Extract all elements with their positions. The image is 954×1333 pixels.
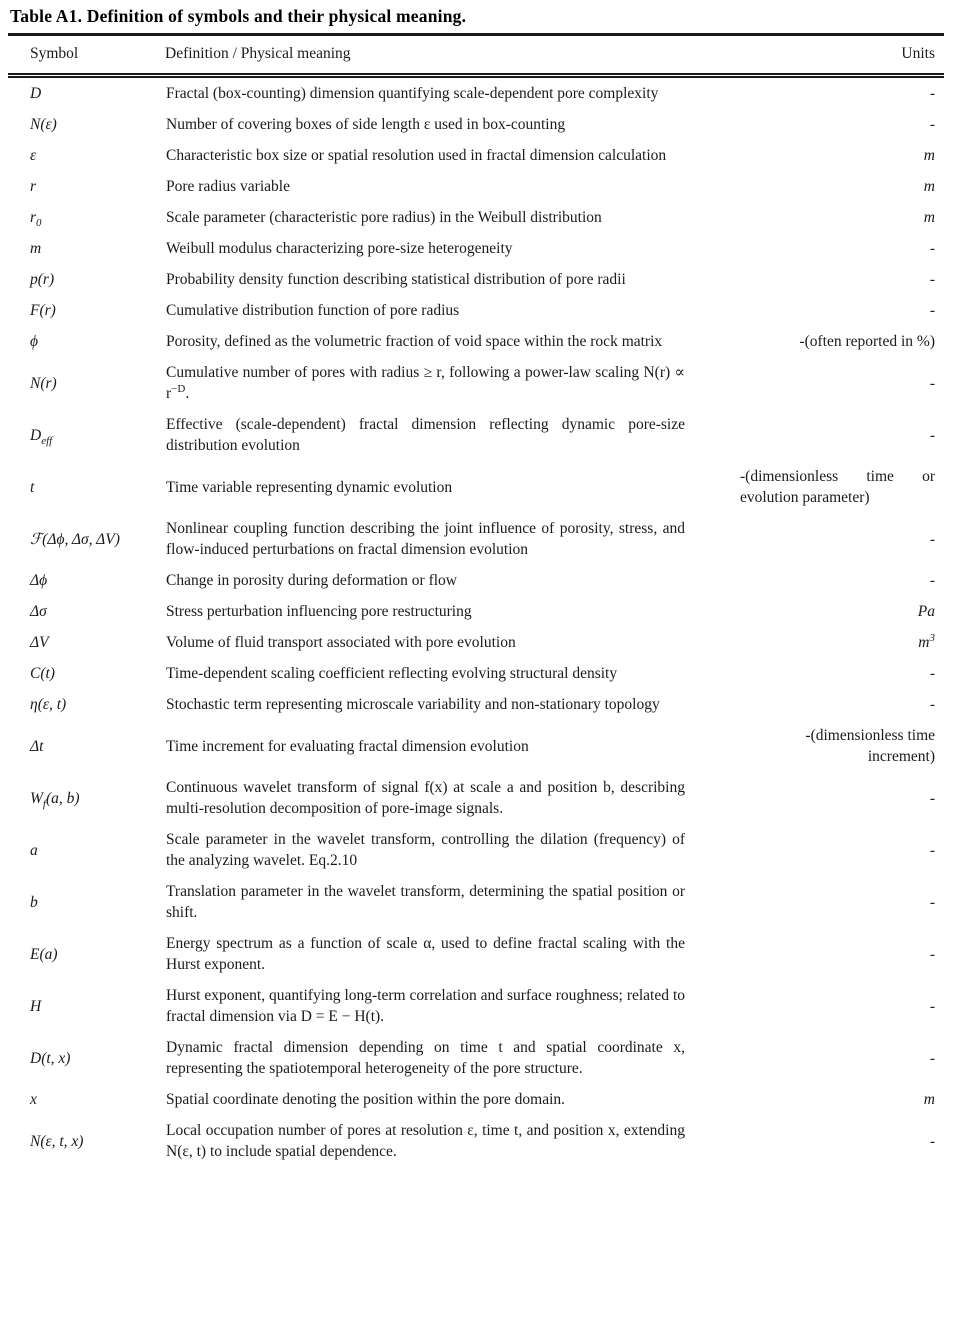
- units-cell: -: [929, 240, 935, 257]
- table-row: [8, 658, 944, 689]
- definition-cell: Probability density function describing statistical distribution of pore radii: [166, 271, 626, 288]
- units-cell: -: [929, 1132, 935, 1150]
- units-cell: -: [929, 572, 935, 589]
- symbol-cell: x: [30, 1091, 37, 1108]
- definition-cell: Pore radius variable: [166, 178, 290, 195]
- units-cell: -: [929, 426, 935, 444]
- symbol-cell: N(ε, t, x): [30, 1132, 84, 1150]
- units-cell: m: [923, 1091, 935, 1108]
- units-cell: -: [929, 1049, 935, 1067]
- symbol-cell: E(a): [30, 945, 58, 963]
- symbol-cell: F(r): [30, 302, 56, 319]
- table-row: [8, 233, 944, 264]
- units-cell: $m^3$: [918, 631, 935, 651]
- table-row: [8, 202, 944, 233]
- table-row: [8, 772, 944, 824]
- symbol-cell: D(t, x): [30, 1049, 71, 1067]
- symbol-cell: r: [30, 178, 37, 195]
- symbol-cell: b: [30, 893, 38, 911]
- table-row: [8, 140, 944, 171]
- definition-cell: Stochastic term representing microscale variability and non-stationary topology: [166, 696, 660, 713]
- symbols-table: [8, 33, 944, 1167]
- symbol-cell: p(r): [30, 271, 55, 288]
- table-row: [8, 264, 944, 295]
- table-row: [8, 1115, 944, 1167]
- symbol-cell: N(ε): [30, 116, 57, 133]
- table-row: [8, 171, 944, 202]
- definition-cell: Stress perturbation influencing pore restructuring: [166, 603, 472, 620]
- table-body: [8, 76, 944, 1168]
- units-cell: m: [923, 209, 935, 226]
- definition-cell: Change in porosity during deformation or flow: [166, 572, 458, 589]
- table-row: [8, 596, 944, 627]
- table-row: [8, 876, 944, 928]
- units-cell: -(dimensionless time or evolution parameter): [740, 468, 935, 506]
- table-header: [8, 35, 944, 76]
- definition-cell: Local occupation number of pores at resolution ε, time t, and position x, extending N(ε, t) to include spatial dependence.: [166, 1122, 685, 1160]
- table-row: [8, 109, 944, 140]
- header-row: [8, 35, 944, 76]
- symbol-cell: ϕ: [30, 333, 39, 350]
- table-row: [8, 627, 944, 658]
- units-cell: -: [929, 271, 935, 288]
- symbol-cell: ΔV: [30, 634, 49, 651]
- symbol-cell: $W_f(a$, b): [30, 789, 80, 810]
- definition-cell: Porosity, defined as the volumetric fraction of void space within the rock matrix: [166, 333, 663, 350]
- symbol-cell: $D_{eff}$: [30, 426, 53, 447]
- table-row: [8, 689, 944, 720]
- symbol-cell: η(ε, t): [30, 696, 67, 713]
- definition-cell: Nonlinear coupling function describing the joint influence of porosity, stress, and flow-induced perturbations on fractal dimension evolution: [166, 520, 685, 558]
- symbol-cell: Δσ: [30, 603, 47, 620]
- symbol-cell: ε: [30, 147, 37, 164]
- table-row: [8, 928, 944, 980]
- column-header-definition: Definition / Physical meaning: [165, 35, 689, 76]
- table-row: [8, 824, 944, 876]
- table-row: [8, 295, 944, 326]
- units-cell: -: [929, 374, 935, 392]
- units-cell: -: [929, 302, 935, 319]
- definition-cell: Cumulative number of pores with radius ≥ r, following a power-law scaling $N(r) \propto r^{-D}$.: [166, 364, 685, 402]
- units-cell: -: [929, 841, 935, 859]
- definition-cell: Fractal (box-counting) dimension quantifying scale-dependent pore complexity: [166, 85, 659, 102]
- table-row: [8, 1032, 944, 1084]
- units-cell: -: [929, 893, 935, 911]
- table-row: [8, 980, 944, 1032]
- units-cell: -: [929, 116, 935, 133]
- table-row: [8, 76, 944, 110]
- table-row: [8, 461, 944, 513]
- units-cell: -: [929, 665, 935, 682]
- units-cell: -: [929, 789, 935, 807]
- units-cell: -: [929, 696, 935, 713]
- table-row: [8, 565, 944, 596]
- definition-cell: Effective (scale-dependent) fractal dimension reflecting dynamic pore-size distribution evolution: [166, 416, 685, 454]
- definition-cell: Weibull modulus characterizing pore-size heterogeneity: [166, 240, 513, 257]
- symbol-cell: Δϕ: [30, 572, 48, 589]
- units-cell: -(dimensionless time increment): [805, 727, 935, 765]
- definition-cell: Dynamic fractal dimension depending on time t and spatial coordinate x, representing the spatiotemporal heterogeneity of the pore structure.: [166, 1039, 685, 1077]
- definition-cell: Energy spectrum as a function of scale α, used to define fractal scaling with the Hurst exponent.: [166, 935, 685, 973]
- symbol-cell: $r_0$: [30, 209, 42, 230]
- definition-cell: Time variable representing dynamic evolution: [166, 478, 453, 496]
- symbol-cell: N(r): [30, 374, 57, 392]
- table-row: [8, 357, 944, 409]
- table-row: [8, 326, 944, 357]
- definition-cell: Hurst exponent, quantifying long-term correlation and surface roughness; related to fractal dimension via D = E − H(t).: [166, 987, 685, 1025]
- definition-cell: Volume of fluid transport associated with pore evolution: [166, 634, 516, 651]
- units-cell: Pa: [917, 603, 935, 620]
- definition-cell: Translation parameter in the wavelet transform, determining the spatial position or shift.: [166, 883, 685, 921]
- table-row: [8, 720, 944, 772]
- column-header-symbol: Symbol: [8, 35, 165, 76]
- symbol-cell: D: [30, 85, 42, 102]
- units-cell: m: [923, 178, 935, 195]
- definition-cell: Scale parameter in the wavelet transform, controlling the dilation (frequency) of the analyzing wavelet. Eq.2.10: [166, 831, 685, 869]
- table-title: Table A1. Definition of symbols and their physical meaning.: [10, 6, 467, 26]
- table-row: [8, 1084, 944, 1115]
- definition-cell: Cumulative distribution function of pore radius: [166, 302, 460, 319]
- table-row: [8, 513, 944, 565]
- definition-cell: Number of covering boxes of side length ε used in box-counting: [166, 116, 566, 133]
- symbol-cell: H: [30, 997, 42, 1015]
- units-cell: m: [923, 147, 935, 164]
- table-row: [8, 409, 944, 461]
- symbol-cell: ℱ(Δϕ, Δσ, ΔV): [30, 530, 120, 548]
- units-cell: -: [929, 530, 935, 548]
- definition-cell: Scale parameter (characteristic pore radius) in the Weibull distribution: [166, 209, 602, 226]
- definition-cell: Time increment for evaluating fractal dimension evolution: [166, 737, 529, 755]
- symbol-cell: m: [30, 240, 42, 257]
- units-cell: -: [929, 997, 935, 1015]
- units-cell: -: [929, 85, 935, 102]
- definition-cell: Spatial coordinate denoting the position within the pore domain.: [166, 1091, 566, 1108]
- column-header-units: Units: [689, 35, 944, 76]
- units-cell: -(often reported in %): [799, 333, 935, 350]
- symbol-cell: C(t): [30, 665, 55, 682]
- definition-cell: Time-dependent scaling coefficient reflecting evolving structural density: [166, 665, 618, 682]
- definition-cell: Characteristic box size or spatial resolution used in fractal dimension calculation: [166, 147, 667, 164]
- symbol-cell: a: [30, 841, 38, 859]
- units-cell: -: [929, 945, 935, 963]
- definition-cell: Continuous wavelet transform of signal f(x) at scale a and position b, describing multi-resolution decomposition of pore-image signals.: [166, 779, 685, 817]
- symbol-cell: Δt: [30, 737, 44, 755]
- symbol-cell: t: [30, 478, 35, 496]
